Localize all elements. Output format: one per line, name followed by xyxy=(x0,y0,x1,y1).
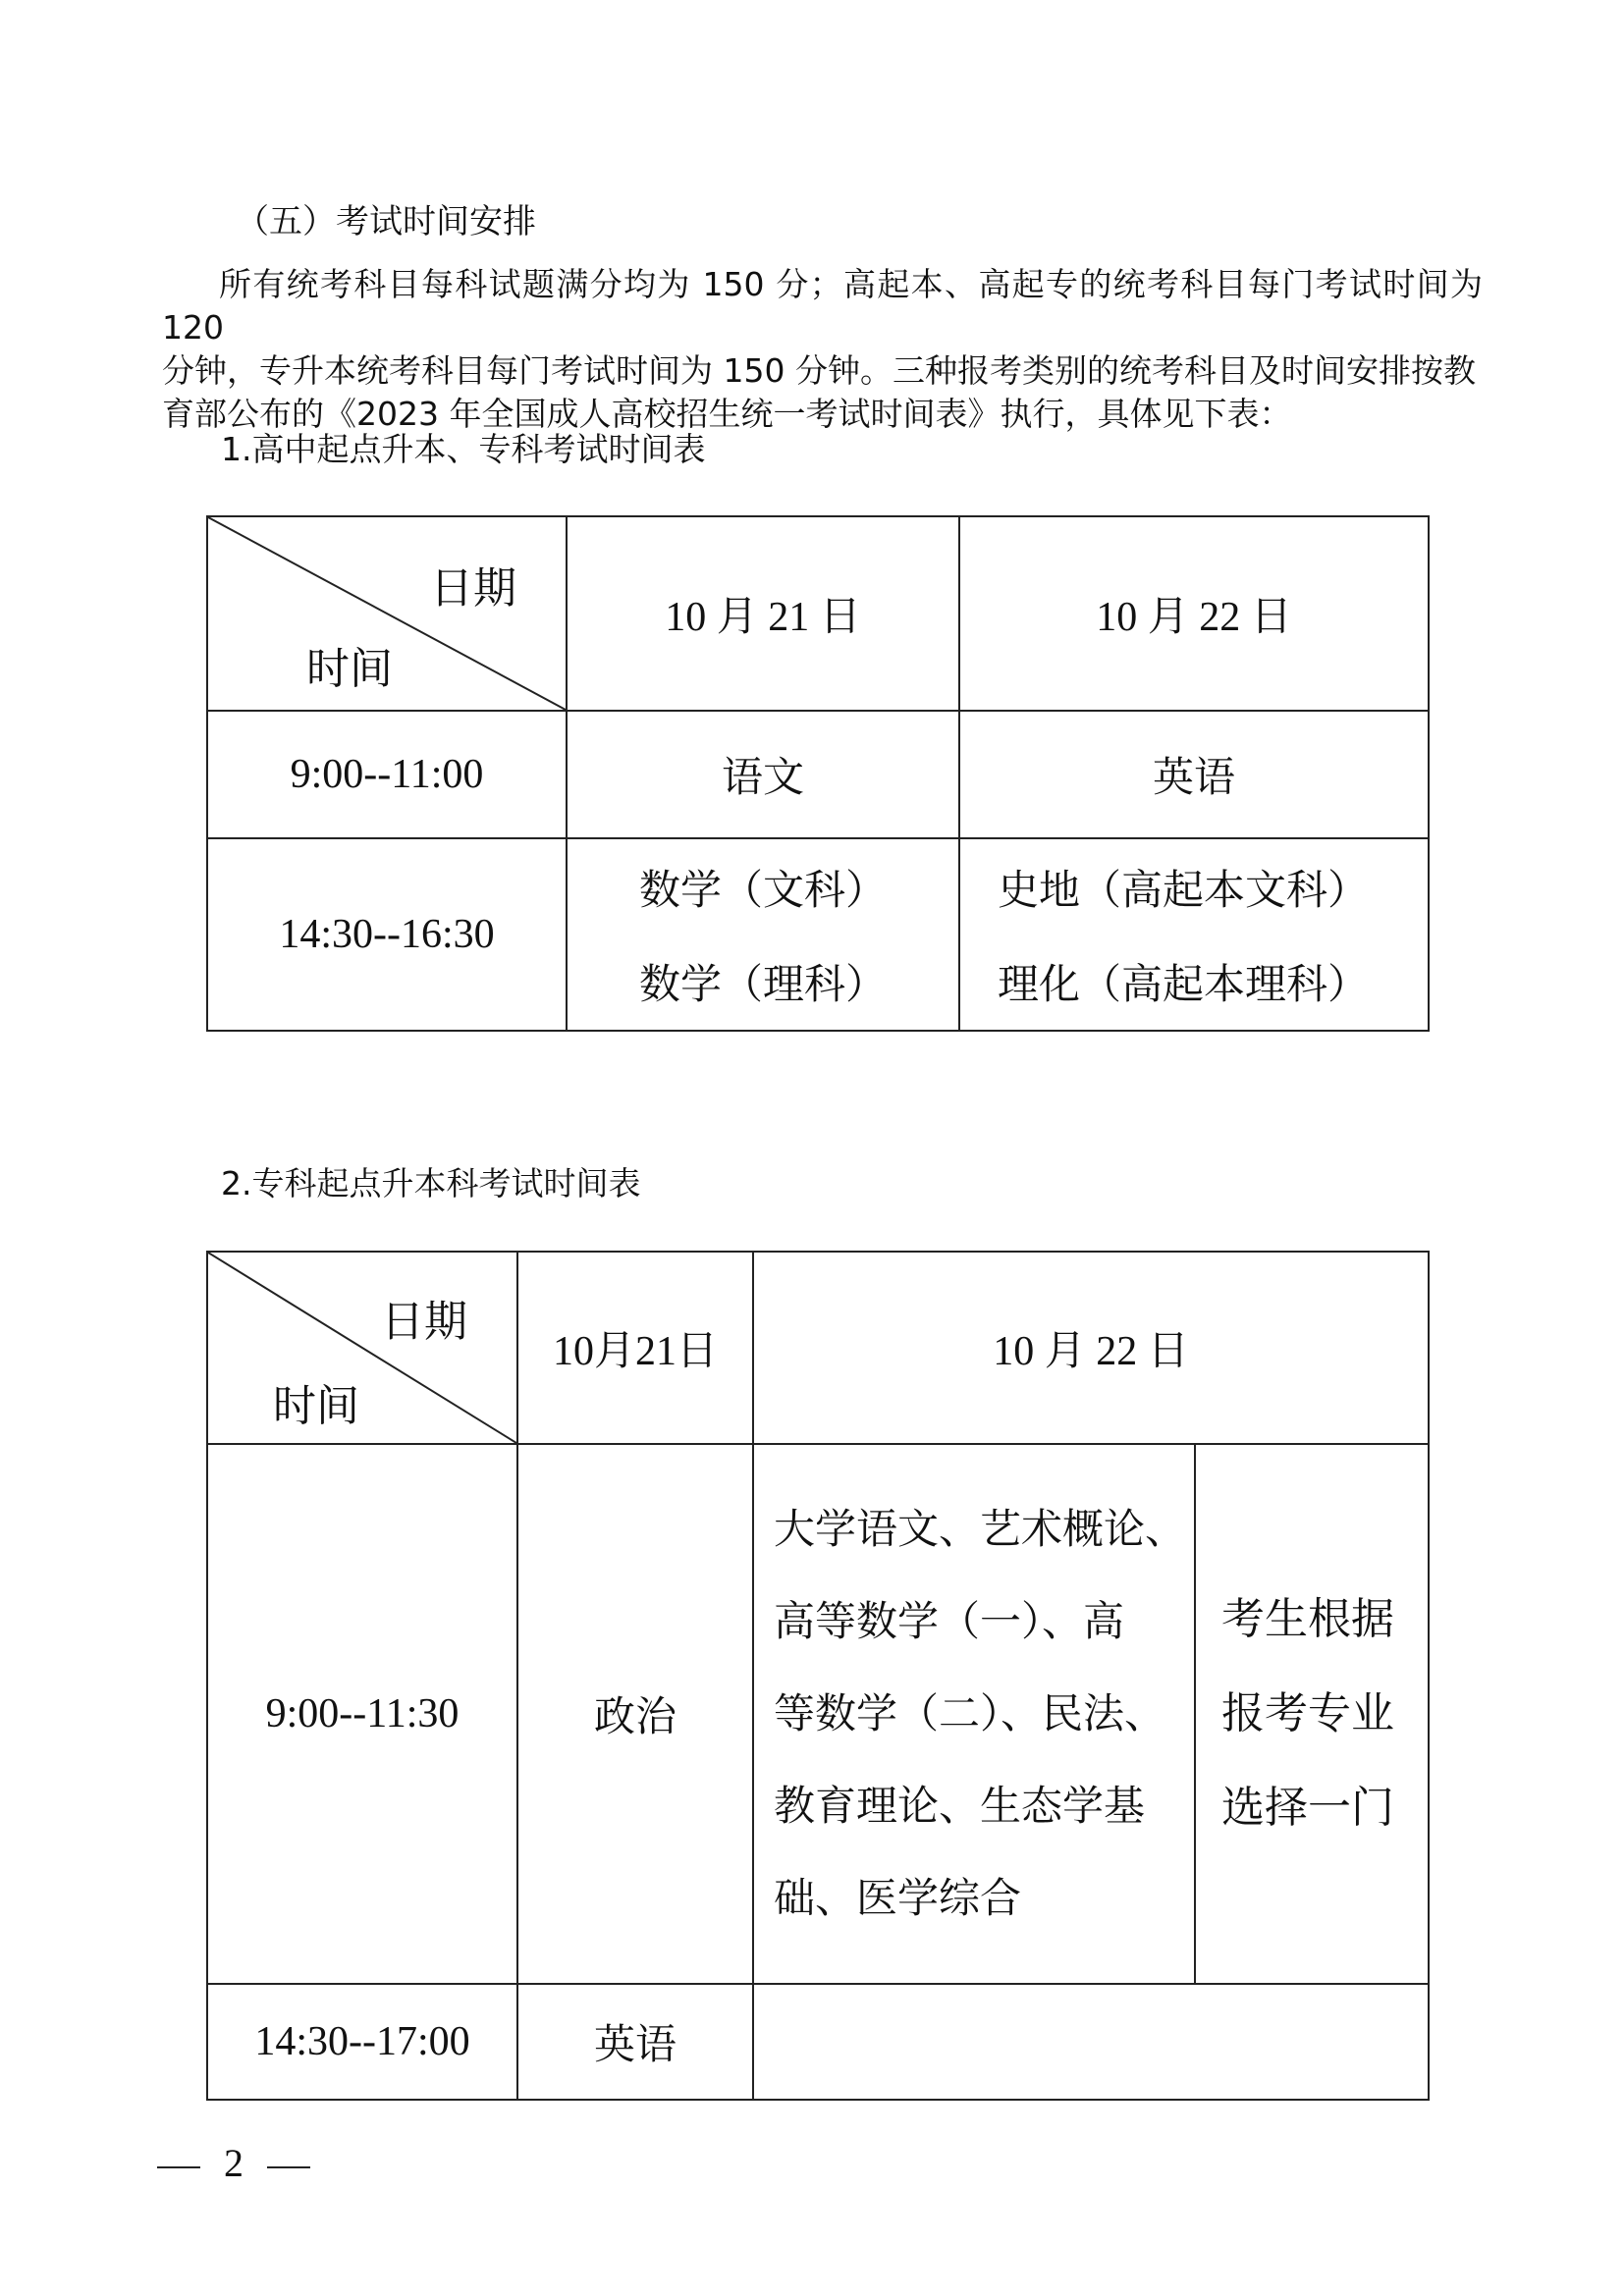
page-dash-left xyxy=(157,2166,200,2168)
intro-paragraph xyxy=(162,263,1483,436)
table2-cell-empty xyxy=(753,1984,1429,2100)
table2-cell: 英语 xyxy=(517,1984,753,2100)
corner-date-label: 日期 xyxy=(430,563,516,614)
page-number-value: 2 xyxy=(224,2141,244,2185)
subject-physics-chem: 理化（高起本理科） xyxy=(998,960,1370,1008)
table2-date-1: 10月21日 xyxy=(517,1252,753,1444)
table2-corner-header xyxy=(207,1252,517,1444)
table2-date-2: 10 月 22 日 xyxy=(753,1252,1429,1444)
page-dash-right xyxy=(267,2166,310,2168)
subject-line: 大学语文、艺术概论、 xyxy=(774,1505,1187,1553)
note-line: 选择一门 xyxy=(1221,1783,1394,1833)
table1-date-2: 10 月 22 日 xyxy=(959,516,1429,711)
table2-cell-subjects xyxy=(753,1444,1195,1984)
paragraph-line: 育部公布的《2023 年全国成人高校招生统一考试时间表》执行，具体见下表： xyxy=(162,395,1292,433)
subject-line: 等数学（二）、民法、 xyxy=(774,1689,1166,1737)
table1-cell: 语文 xyxy=(567,711,959,838)
table1-cell xyxy=(959,838,1429,1031)
page-number xyxy=(157,2140,310,2186)
table-college-start xyxy=(206,1251,1430,2101)
subject-history-geo: 史地（高起本文科） xyxy=(998,866,1370,914)
table1-cell: 英语 xyxy=(959,711,1429,838)
table1-time-2: 14:30--16:30 xyxy=(207,838,567,1031)
note-line: 报考专业 xyxy=(1221,1688,1394,1738)
paragraph-line: 所有统考科目每科试题满分均为 150 分；高起本、高起专的统考科目每门考试时间为 120 xyxy=(162,265,1483,347)
subject-line: 础、医学综合 xyxy=(774,1874,1022,1922)
subject-line: 教育理论、生态学基 xyxy=(774,1782,1146,1830)
subject-line: 高等数学（一）、高 xyxy=(774,1597,1125,1645)
note-line: 考生根据 xyxy=(1221,1594,1394,1644)
paragraph-line: 分钟，专升本统考科目每门考试时间为 150 分钟。三种报考类别的统考科目及时间安排按教 xyxy=(162,351,1476,390)
table2-time-1: 9:00--11:30 xyxy=(207,1444,517,1984)
corner-date-label: 日期 xyxy=(381,1297,467,1347)
table1-date-1: 10 月 21 日 xyxy=(567,516,959,711)
table1-time-1: 9:00--11:00 xyxy=(207,711,567,838)
table2-caption: 2.专科起点升本科考试时间表 xyxy=(221,1164,641,1202)
table-high-school-start xyxy=(206,515,1430,1032)
table1-cell xyxy=(567,838,959,1031)
table1-corner-header xyxy=(207,516,567,711)
subject-math-science: 数学（理科） xyxy=(638,960,887,1008)
table2-time-2: 14:30--17:00 xyxy=(207,1984,517,2100)
corner-time-label: 时间 xyxy=(273,1381,359,1431)
subject-math-arts: 数学（文科） xyxy=(638,866,887,914)
table1-caption: 1.高中起点升本、专科考试时间表 xyxy=(221,430,706,468)
section-heading: （五）考试时间安排 xyxy=(236,202,536,241)
corner-time-label: 时间 xyxy=(306,644,393,694)
table2-cell: 政治 xyxy=(517,1444,753,1984)
table2-cell-note xyxy=(1195,1444,1429,1984)
